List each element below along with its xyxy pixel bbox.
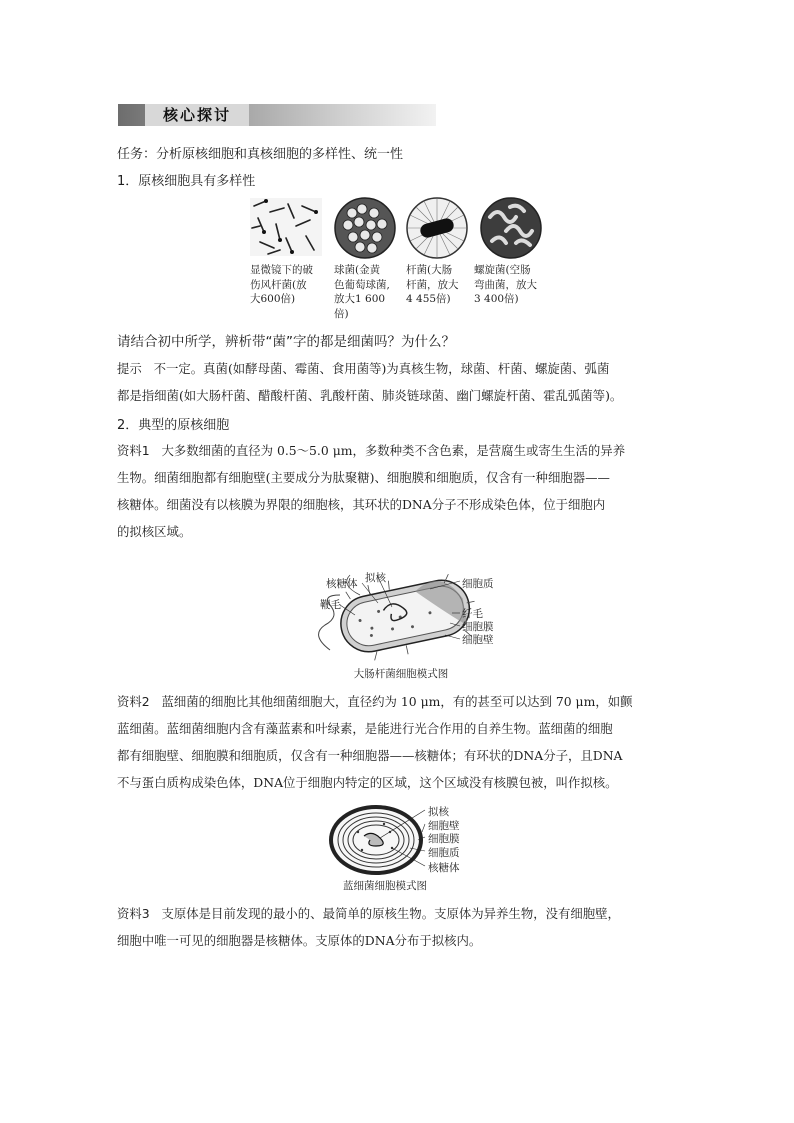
ecoli-label-flagellum: 鞭毛 [320,599,341,611]
caption-coccus: 球菌(金黄 色葡萄球菌, 放大1 600 倍) [334,264,390,320]
ecoli-label-membrane: 细胞膜 [462,621,494,633]
ecoli-label-cytoplasm: 细胞质 [462,578,494,590]
coccus-micrograph [334,197,396,259]
caption-tetanus: 显微镜下的破 伤风杆菌(放 大600倍) [250,264,313,305]
cyano-label-cytoplasm: 细胞质 [428,847,460,859]
ecoli-label-pilus: 纤毛 [462,608,483,620]
tetanus-bacillus-micrograph [250,198,322,256]
bacillus-micrograph [406,197,468,259]
hint-paragraph: 提示 不一定。真菌(如酵母菌、霉菌、食用菌等)为真核生物，球菌、杆菌、螺旋菌、弧菌 都是指细菌(如大肠杆菌、醋酸杆菌、乳酸杆菌、肺炎链球菌、幽门螺旋杆菌、霍乱弧菌等)。 [117,361,623,403]
hint-label: 提示 [117,361,142,376]
material1-paragraph: 资料1 大多数细菌的直径为 0.5～5.0 μm，多数种类不含色素，是营腐生或寄生生活的异养 生物。细菌细胞都有细胞壁(主要成分为肽聚糖)、细胞膜和细胞质，仅含有一种细胞器—— 核糖体。细菌没有以核膜为界限的细胞核，其环状的DNA分子不形成染色体，位于细胞内 的拟核区域。 [117,443,626,539]
ecoli-label-ribosome: 核糖体 [326,578,358,590]
task-line: 任务：分析原核细胞和真核细胞的多样性、统一性 [117,147,404,162]
cyano-figure-caption: 蓝细菌细胞模式图 [343,880,427,892]
caption-bacillus: 杆菌(大肠 杆菌，放大 4 455倍) [406,264,459,305]
question: 请结合初中所学，辨析带“菌”字的都是细菌吗？为什么？ [117,334,455,350]
cyano-label-nucleoid: 拟核 [428,806,449,818]
ecoli-label-wall: 细胞壁 [462,634,494,646]
banner-title: 核心探讨 [145,104,249,126]
material2-paragraph: 资料2 蓝细菌的细胞比其他细菌细胞大，直径约为 10 μm，有的甚至可以达到 70 μm，如颤 蓝细菌。蓝细菌细胞内含有藻蓝素和叶绿素，是能进行光合作用的自养生物。蓝细菌的细胞 都有细胞壁、细胞膜和细胞质，仅含有一种细胞器——核糖体；有环状的DNA分子，且DNA 不与蛋白质构成染色体，DNA位于细胞内特定的区域，这个区域没有核膜包被，叫作拟核。 [117,694,633,790]
cyano-label-membrane: 细胞膜 [428,833,460,845]
spirillum-micrograph [480,197,542,259]
cyano-label-wall: 细胞壁 [428,820,460,832]
material3-paragraph: 资料3 支原体是目前发现的最小的、最简单的原核生物。支原体为异养生物，没有细胞壁， 细胞中唯一可见的细胞器是核糖体。支原体的DNA分布于拟核内。 [117,906,620,948]
caption-spirillum: 螺旋菌(空肠 弯曲菌，放大 3 400倍) [474,264,537,305]
section2-title: 2．典型的原核细胞 [117,418,230,433]
ecoli-label-nucleoid: 拟核 [365,572,386,584]
section1-title: 1．原核细胞具有多样性 [117,174,256,189]
cyano-label-ribosome: 核糖体 [428,862,460,874]
ecoli-figure-caption: 大肠杆菌细胞模式图 [353,668,449,680]
section-banner [118,104,436,126]
